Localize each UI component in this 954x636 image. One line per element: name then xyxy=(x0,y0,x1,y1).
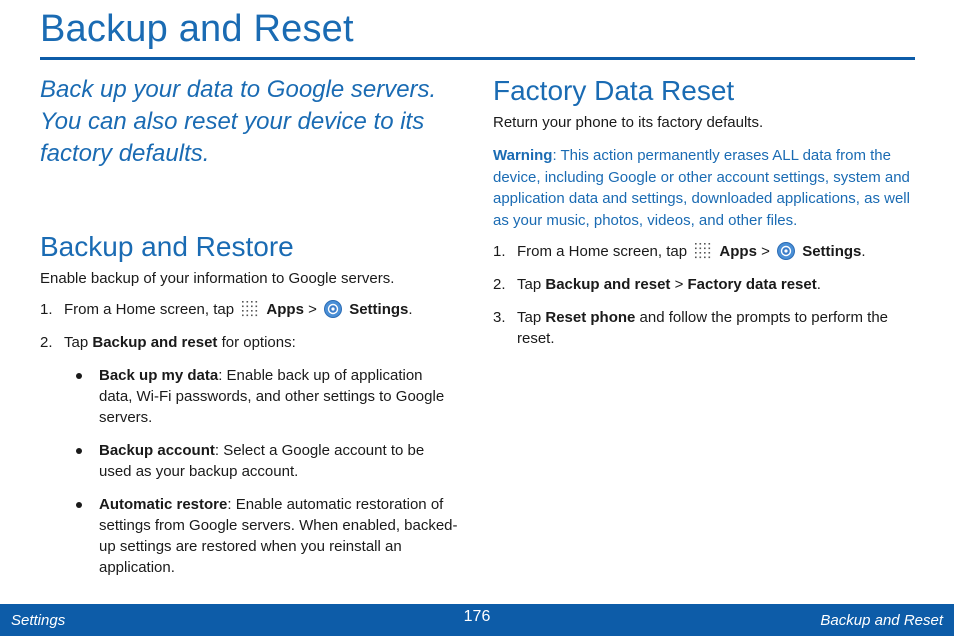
bullet xyxy=(76,373,82,379)
settings-label: Settings xyxy=(802,243,862,260)
step-number: 3. xyxy=(493,309,506,326)
step-text: From a Home screen, tap xyxy=(64,301,235,318)
step-text-after: for options: xyxy=(221,334,296,351)
step-text-after: . xyxy=(816,276,821,293)
factory-reset-steps xyxy=(493,241,913,349)
bullet xyxy=(76,502,82,508)
warning-note xyxy=(493,145,913,231)
step-text-after: . xyxy=(408,301,413,318)
backup-options-list xyxy=(40,365,460,578)
backup-restore-section xyxy=(40,230,460,578)
step-text: Tap xyxy=(517,309,542,326)
step-text: Tap xyxy=(64,334,89,351)
left-column xyxy=(40,70,460,590)
settings-gear-icon xyxy=(323,299,343,319)
right-column xyxy=(493,70,913,361)
settings-gear-icon xyxy=(776,241,796,261)
footer-section-label: Settings xyxy=(11,612,66,629)
step-number: 2. xyxy=(40,334,53,351)
list-item xyxy=(76,494,460,578)
list-item xyxy=(493,241,913,262)
backup-restore-description: Enable backup of your information to Google servers. xyxy=(40,270,395,287)
option-name: Back up my data xyxy=(99,367,219,384)
list-item xyxy=(40,299,460,320)
step-text: From a Home screen, tap xyxy=(517,243,688,260)
factory-reset-description: Return your phone to its factory defaults. xyxy=(493,114,764,131)
step-text: Tap xyxy=(517,276,542,293)
intro-text: Back up your data to Google servers. You can also reset your device to its factory defaults. xyxy=(40,76,437,167)
page-title: Backup and Reset xyxy=(40,8,354,50)
list-item xyxy=(493,274,913,295)
footer-chapter-label: Backup and Reset xyxy=(820,612,943,629)
factory-reset-section xyxy=(493,74,913,349)
step-bold: Factory data reset xyxy=(687,276,817,293)
step-bold: Backup and reset xyxy=(545,276,671,293)
bullet xyxy=(76,448,82,454)
page-number: 176 xyxy=(463,608,491,625)
warning-label: Warning xyxy=(493,147,553,164)
list-item xyxy=(76,365,460,428)
warning-text: : This action permanently erases ALL data from the device, including Google or other account settings, system and application data and settings, downloaded applications, as well as your music, photos, videos, and other files. xyxy=(493,147,910,229)
step-number: 1. xyxy=(40,301,53,318)
list-item xyxy=(76,440,460,482)
apps-label: Apps xyxy=(266,301,304,318)
footer-bar xyxy=(0,604,954,636)
step-number: 2. xyxy=(493,276,506,293)
separator: > xyxy=(761,243,770,260)
step-text-after: . xyxy=(861,243,866,260)
apps-grid-icon xyxy=(240,300,260,318)
step-text-after: and follow the prompts to perform the reset. xyxy=(517,309,889,347)
backup-restore-heading: Backup and Restore xyxy=(40,231,294,262)
option-name: Automatic restore xyxy=(99,496,228,513)
apps-label: Apps xyxy=(719,243,757,260)
list-item xyxy=(493,307,913,349)
apps-grid-icon xyxy=(693,242,713,260)
option-desc: : Select a Google account to be used as your backup account. xyxy=(99,442,425,480)
factory-reset-heading: Factory Data Reset xyxy=(493,75,735,106)
step-number: 1. xyxy=(493,243,506,260)
list-item xyxy=(40,332,460,353)
option-desc: : Enable automatic restoration of settings from Google servers. When enabled, backed-up settings are restored when you reinstall an application. xyxy=(99,496,458,576)
separator: > xyxy=(674,276,684,293)
option-name: Backup account xyxy=(99,442,215,459)
option-desc: : Enable back up of application data, Wi-Fi passwords, and other settings to Google servers. xyxy=(99,367,445,426)
backup-restore-steps xyxy=(40,299,460,353)
separator: > xyxy=(308,301,317,318)
step-bold: Reset phone xyxy=(545,309,636,326)
step-bold: Backup and reset xyxy=(92,334,218,351)
settings-label: Settings xyxy=(349,301,409,318)
title-divider xyxy=(40,57,915,60)
